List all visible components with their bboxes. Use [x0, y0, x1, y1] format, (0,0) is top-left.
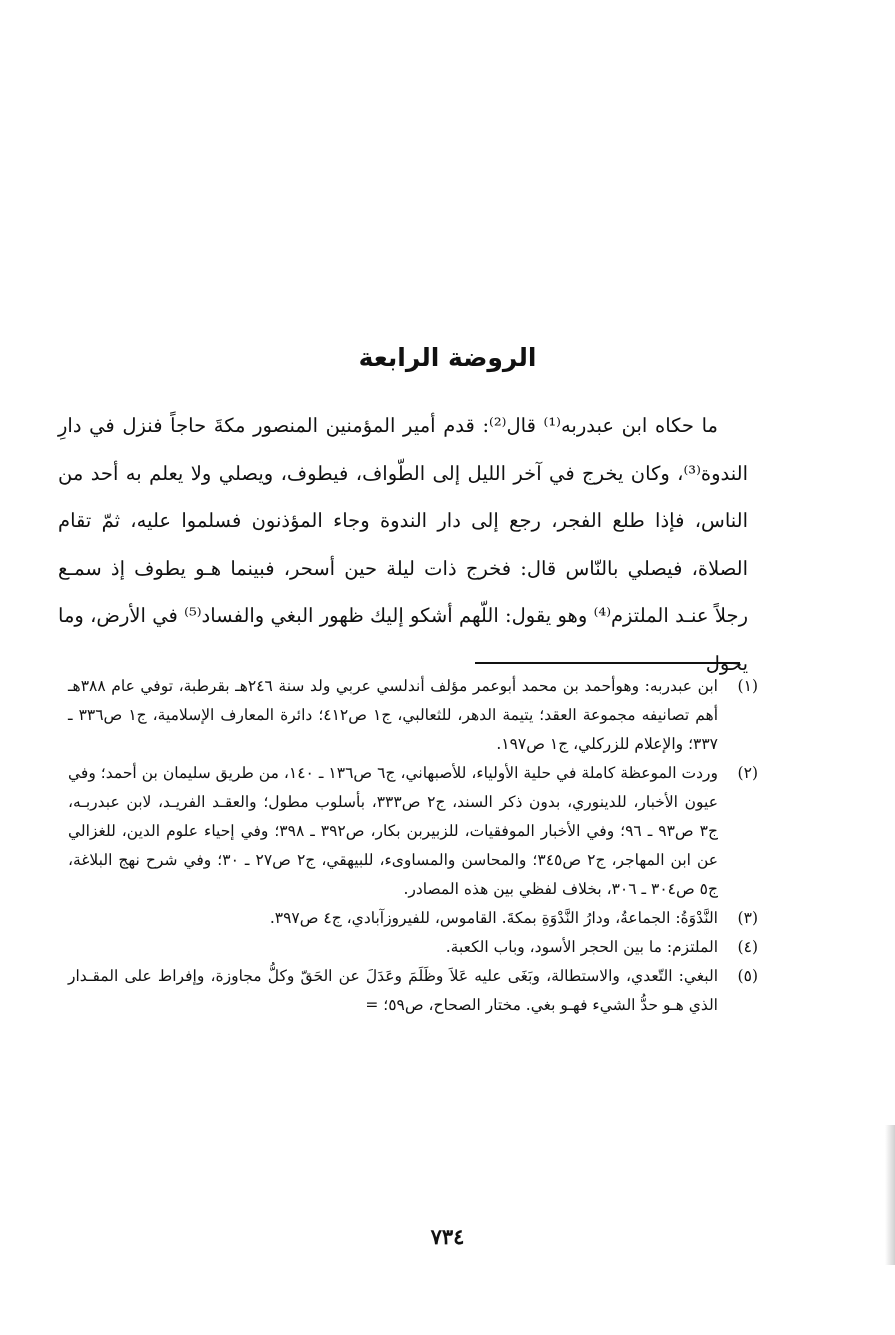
footnotes: [68, 672, 758, 1020]
main-text: [58, 402, 748, 687]
footnote: [68, 904, 758, 933]
footnote: [68, 759, 758, 904]
footnote-number: (٣): [737, 909, 758, 927]
footnote-separator: [475, 662, 740, 664]
page-number: ٧٣٤: [430, 1224, 465, 1249]
footnote-text: وردت الموعظة كاملة في حلية الأولياء، للأصبهاني، ج٦ ص١٣٦ ـ ١٤٠، من طريق سليمان بن أحمد؛ وفي عيون الأخبار، للدينوري، بدون ذكر السند، ج٢ ص٣٣٣، بأسلوب مطول؛ والعقـد الفريـد، لابن عبدربـه، ج٣ ص٩٣ ـ ٩٦؛ وفي الأخبار الموفقيات، للزبيربن بكار، ص٣٩٢ ـ ٣٩٨؛ وفي إحياء علوم الدين، للغزالي عن ابن المهاجر، ج٢ ص٣٤٥؛ والمحاسن والمساوىء، للبيهقي، ج٢ ص٢٧ ـ ٣٠؛ وفي شرح نهج البلاغة، ج٥ ص٣٠٤ ـ ٣٠٦، بخلاف لفظي بين هذه المصادر.: [68, 764, 719, 898]
footnote-text: النَّدْوَةُ: الجماعةُ، ودارُ النَّدْوَةِ بمكةَ. القاموس، للفيروزآبادي، ج٤ ص٣٩٧.: [269, 909, 718, 927]
footnote: [68, 962, 758, 1020]
footnote-text: ابن عبدربه: وهوأحمد بن محمد أبوعمر مؤلف أندلسي عربي ولد سنة ٢٤٦هـ بقرطبة، توفي عام ٣٨٨هـ أهم تصانيفه مجموعة العقد؛ يتيمة الدهر، للثعالبي، ج١ ص٤١٢؛ دائرة المعارف الإسلامية، ج١ ص٣٣٦ ـ ٣٣٧؛ والإعلام للزركلي، ج١ ص١٩٧.: [68, 677, 719, 753]
footnote-text: الملتزم: ما بين الحجر الأسود، وباب الكعبة.: [445, 938, 718, 956]
footnote: [68, 933, 758, 962]
main-paragraph: ما حكاه ابن عبدربه⁽¹⁾ قال⁽²⁾: قدم أمير المؤمنين المنصور مكةَ حاجاً فنزل في دارِ الندوة⁽³⁾، وكان يخرج في آخر الليل إلى الطّواف، فيطوف، ويصلي ولا يعلم به أحد من الناس، فإذا طلع الفجر، رجع إلى دار الندوة وجاء المؤذنون فسلموا عليه، ثمّ تقام الصلاة، فيصلي بالنّاس قال: فخرج ذات ليلة حين أسحر، فبينما هـو يطوف إذ سمـع رجلاً عنـد الملتزم⁽⁴⁾ وهو يقول: اللّهم أشكو إليك ظهور البغي والفساد⁽⁵⁾ في الأرض، وما يحول: [58, 414, 748, 675]
footnote-number: (٢): [737, 764, 758, 782]
footnote-number: (١): [737, 677, 758, 695]
footnote: [68, 672, 758, 759]
chapter-heading: الروضة الرابعة: [358, 343, 537, 372]
footnote-number: (٥): [737, 967, 758, 985]
footnote-text: البغي: التّعدي، والاستطالة، وبَغَى عليه عَلاَ وظَلَمَ وعَدَلَ عن الحَقّ وكلُّ مجاوزة، وإفراط على المقـدار الذي هـو حدُّ الشيء فهـو بغي. مختار الصحاح، ص٥٩؛ =: [68, 967, 718, 1014]
footnote-number: (٤): [737, 938, 758, 956]
